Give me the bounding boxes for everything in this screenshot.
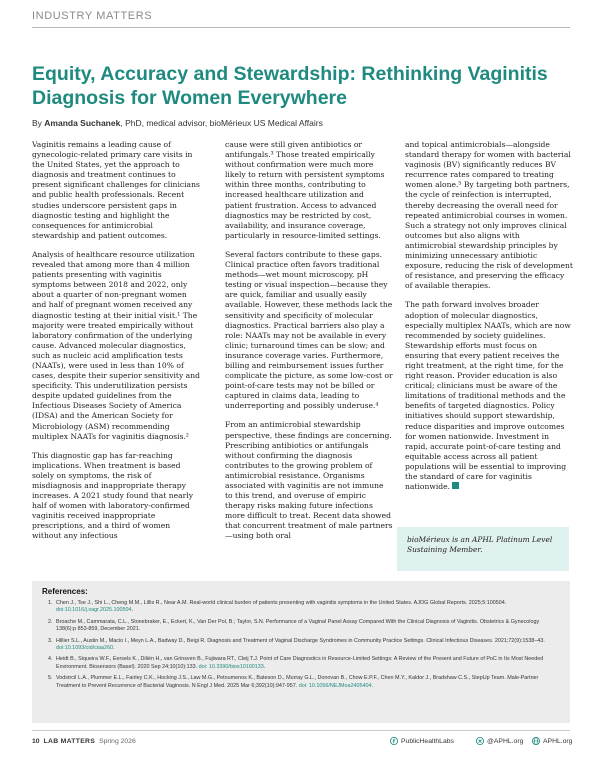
end-mark-icon — [452, 482, 459, 489]
reference-end: . — [263, 663, 266, 670]
website-link[interactable] — [532, 737, 572, 745]
facebook-icon — [390, 737, 398, 745]
references-box — [32, 581, 570, 723]
paragraph: cause were still given antibiotics or antifungals.³ Those treated empirically without confirmation were much more likely to return with persistent symptoms within three months, contributing to increased healthcare utilization and patient frustration. Access to advanced diagnostics may be restricted by cost, availability, and insurance coverage, particularly in resource-limited settings. — [225, 140, 385, 240]
x-social-icon — [476, 737, 484, 745]
paragraph: This diagnostic gap has far-reaching implications. When treatment is based solely on symptoms, the risk of misdiagnosis and inappropriate therapy increases. A 2021 study found that nearly half of women with laboratory-confirmed vaginitis received inappropriate prescriptions, and a third of women without any infectious — [32, 450, 194, 541]
top-divider — [32, 27, 570, 28]
twitter-handle: @APHL.org — [487, 737, 524, 745]
footer-divider — [32, 730, 570, 731]
author-name: Amanda Suchanek — [44, 118, 121, 128]
magazine-name: LAB MATTERS — [43, 738, 96, 745]
facebook-link[interactable] — [390, 737, 454, 745]
article-column-1 — [32, 140, 200, 551]
reference-item — [54, 656, 560, 671]
reference-item — [54, 638, 560, 653]
globe-icon — [532, 737, 540, 745]
paragraph: and topical antimicrobials—alongside standard therapy for women with bacterial vaginosis (BV) significantly reduces BV recurrence rates compared to treating women alone.⁵ By targeting both partners, the cycle of reinfection is interrupted, thereby decreasing the overall need for repeated antimicrobial courses in women. Such a strategy not only improves clinical outcomes but also aligns with antimicrobial stewardship principles by minimizing unnecessary antibiotic exposure, reducing the risk of development of resistance, and preserving the efficacy of available therapies. — [405, 140, 573, 291]
reference-end: . — [112, 645, 115, 652]
website-url: APHL.org — [543, 737, 573, 745]
paragraph-final — [405, 300, 573, 492]
reference-item — [54, 619, 560, 634]
reference-text: Heidt B., Siqueira W.F., Eersels K., Diliën H., van Grinsven B., Fujiwara RT., Cleij T.J. Point of Care Diagnostics in Resource-Limited Settings: A Review of the Present and Future of PoC in Its Most Needed Environment. Biosensors (Basel). 2020 Sep 24;10(10):133. — [56, 656, 544, 670]
reference-item — [54, 675, 560, 690]
article-column-2 — [225, 140, 393, 551]
reference-doi-link[interactable]: doi: 10.1056/NEJMoa2405404 — [298, 682, 372, 689]
references-list — [42, 600, 560, 690]
paragraph: From an antimicrobial stewardship perspective, these findings are concerning. Prescribing antibiotics or antifungals without confirming the diagnosis contributes to the growing problem of antimicrobial resistance. Organisms associated with vaginitis are not immune to this trend, and overuse of empiric therapy risks making future infections more difficult to treat. Recent data showed that concurrent treatment of male partners—using both oral — [225, 420, 393, 541]
byline — [32, 118, 323, 128]
facebook-handle: PublicHealthLabs — [401, 737, 454, 745]
paragraph: Vaginitis remains a leading cause of gynecologic-related primary care visits in the United States, yet the approach to diagnosis and treatment continues to present significant challenges for clinicians and public health professionals. Recent studies underscore persistent gaps in diagnostic testing and highlight the consequences for antimicrobial stewardship and patient outcomes. — [32, 140, 200, 240]
byline-prefix: By — [32, 118, 45, 128]
paragraph: Several factors contribute to these gaps. Clinical practice often favors traditional methods—wet mount microscopy, pH testing or visual inspection—because they are quick, familiar and usually easily available. However, these methods lack the sensitivity and specificity of molecular diagnostics. Practical barriers also play a role: NAATs may not be available in every clinic; turnaround times can be slow; and insurance coverage varies. Furthermore, billing and reimbursement issues further complicate the picture, as some low-cost or point-of-care tests may not be billed or captured in claims data, leading to underreporting and possibly underuse.⁴ — [225, 249, 393, 411]
page-number: 10 — [32, 738, 40, 745]
author-credentials: , PhD, medical advisor, bioMérieux US Medical Affairs — [120, 118, 323, 128]
page-footer — [32, 736, 573, 750]
paragraph-text: The path forward involves broader adoption of molecular diagnostics, especially multiplex NAATs, which are now recommended by society guidelines. Stewardship efforts must focus on ensuring that every patient receives the right treatment, at the right time, for the right reason. Provider education is also critical; clinicians must be aware of the limitations of traditional methods and the benefits of targeted diagnostics. Policy initiatives should support stewardship, reduce disparities and improve outcomes for women nationwide. Investment in rapid, accurate point-of-care testing and equitable access across all patient populations will be essential to improving the standard of care for vaginitis nationwide. — [405, 300, 571, 492]
reference-item — [54, 600, 560, 615]
reference-text: Broache M., Cammarata, C.L., Stonebraker, E., Eckert, K., Van Der Pol, B.; Taylor, S.N. Performance of a Vaginal Panel Assay Compared With the Clinical Diagnosis of Vaginitis. Obstetrics & Gynecology 138(6):p 853-859, December 2021. — [56, 618, 540, 633]
reference-doi-link[interactable]: doi:10.1016/j.xagr.2025.100504 — [56, 607, 132, 614]
issue-date: Spring 2026 — [99, 738, 136, 745]
paragraph: Analysis of healthcare resource utilization revealed that among more than 4 million patients presenting with vaginitis symptoms between 2018 and 2022, only about a quarter of non-pregnant women and half of pregnant women received any diagnostic testing at their initial visit.¹ The majority were treated empirically without laboratory confirmation of the underlying cause. Advanced molecular diagnostics, such as nucleic acid amplification tests (NAATs), were used in less than 10% of cases, despite their superior sensitivity and specificity. This underutilization persists despite updated guidelines from the Infectious Diseases Society of America (IDSA) and the American Society for Microbiology (ASM) recommending multiplex NAATs for vaginitis diagnosis.² — [32, 249, 200, 441]
reference-doi-link[interactable]: doi: 10.3390/bios10100133 — [198, 663, 264, 670]
reference-end: . — [131, 607, 134, 614]
reference-end: . — [371, 682, 374, 689]
footer-folio — [32, 738, 136, 745]
section-header: INDUSTRY MATTERS — [32, 10, 153, 22]
reference-text: Chen J., Tse J., Shi L., Cheng M.M., Lillis R., Near A.M. Real-world clinical burden of patients presenting with vaginitis symptoms in the United States. AJOG Global Reports. 2025;5:100504. — [56, 600, 507, 606]
sponsor-note: bioMérieux is an APHL Platinum Level Sustaining Member. — [397, 527, 569, 571]
reference-text: Vodstrcil L.A., Plummer E.L., Fairley C.K., Hocking J.S., Law M.G., Petoumenos K., Bateson D., Murray G.L., Donovan B., Chow E.P.F., Chen M.Y., Kaldor J., Bradshaw C.S., StepUp Team. Male-Partner Treatment to Prevent Recurrence of Bacterial Vaginosis. N Engl J Med. 2025 Mar 6;392(10):947-957. — [56, 675, 539, 689]
twitter-link[interactable] — [476, 737, 523, 745]
article-title: Equity, Accuracy and Stewardship: Rethinking Vaginitis Diagnosis for Women Everywhere — [32, 63, 548, 109]
reference-text: Hillier S.L., Austin M., Macio I., Meyn L.A., Badway D., Beigi R. Diagnosis and Treatment of Vaginal Discharge Syndromes in Community Practice Settings. Clinical Infectious Diseases. 2021;72(9):1538–43. — [56, 637, 545, 644]
reference-doi-link[interactable]: doi:10.1093/cid/ciaa260 — [56, 645, 113, 652]
article-column-3 — [405, 140, 573, 501]
references-title: References: — [42, 587, 88, 596]
